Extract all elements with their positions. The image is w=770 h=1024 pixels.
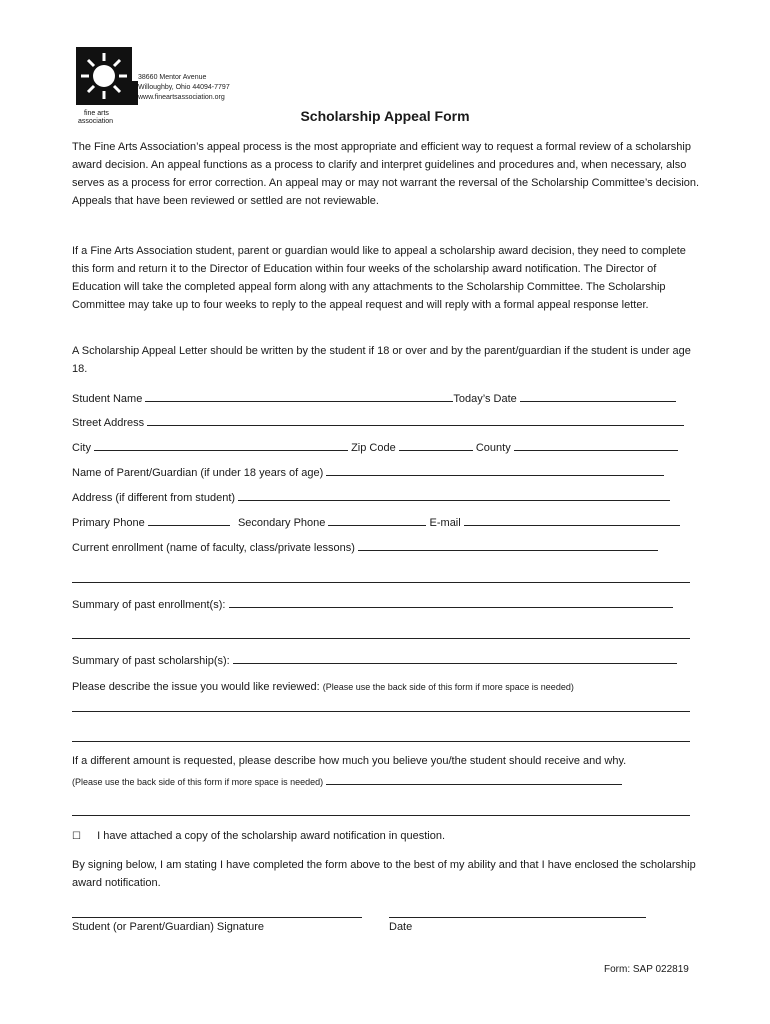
different-amount-note: (Please use the back side of this form if more space is needed) [72, 777, 324, 787]
secondary-phone-label: Secondary Phone [237, 517, 326, 529]
form-code: Form: SAP 022819 [604, 964, 689, 975]
street-address-label: Street Address [72, 417, 145, 429]
attachment-checkbox-label: I have attached a copy of the scholarship award notification in question. [97, 830, 446, 842]
current-enrollment-row [72, 539, 658, 554]
letter-requirement-paragraph: A Scholarship Appeal Letter should be written by the student if 18 or over and by the parent/guardian if the student is under age 18. [72, 345, 691, 375]
contact-row [72, 514, 680, 529]
street-address-field[interactable] [147, 414, 684, 426]
past-enrollment-line-2[interactable] [72, 638, 690, 639]
address-block [138, 73, 230, 103]
different-amount-row [72, 773, 622, 788]
date-line[interactable] [389, 917, 646, 918]
current-enrollment-field[interactable] [358, 539, 658, 551]
student-name-field[interactable] [145, 390, 453, 402]
secondary-phone-field[interactable] [328, 514, 426, 526]
email-field[interactable] [464, 514, 680, 526]
student-name-row [72, 390, 676, 405]
zip-code-label: Zip Code [351, 442, 396, 454]
alt-address-field[interactable] [238, 489, 670, 501]
signing-statement: By signing below, I am stating I have completed the form above to the best of my ability and that I have enclosed the scholarship award notification. [72, 859, 696, 889]
svg-text:association: association [78, 118, 114, 123]
address-line: Willoughby, Ohio 44094-7797 [138, 84, 230, 91]
form-title: Scholarship Appeal Form [300, 108, 470, 124]
instructions-paragraph: If a Fine Arts Association student, parent or guardian would like to appeal a scholarship award decision, they need to complete this form and return it to the Director of Education within four weeks of the scholarship award notification. The Director of Education will take the completed appeal form along with any attachments to the Scholarship Committee. The Scholarship Committee may take up to four weeks to reply to the appeal request and will reply with a formal appeal response letter. [72, 245, 686, 311]
todays-date-field[interactable] [520, 390, 676, 402]
issue-row [72, 681, 574, 693]
attachment-checkbox-row [72, 830, 445, 842]
address-line: 38660 Mentor Avenue [138, 74, 207, 81]
issue-line-1[interactable] [72, 711, 690, 712]
past-scholarship-label: Summary of past scholarship(s): [72, 655, 230, 667]
past-enrollment-field[interactable] [229, 596, 673, 608]
different-amount-label: If a different amount is requested, please describe how much you believe you/the student should receive and why. [72, 755, 627, 767]
issue-line-2[interactable] [72, 741, 690, 742]
address-line: www.fineartsassociation.org [138, 94, 225, 101]
current-enrollment-line-2[interactable] [72, 582, 690, 583]
street-address-row [72, 414, 684, 429]
primary-phone-label: Primary Phone [72, 517, 145, 529]
signature-line[interactable] [72, 917, 362, 918]
email-label: E-mail [429, 517, 461, 529]
signature-label: Student (or Parent/Guardian) Signature [72, 921, 265, 933]
primary-phone-field[interactable] [148, 514, 230, 526]
parent-name-row [72, 464, 664, 479]
past-enrollment-row [72, 596, 673, 611]
past-enrollment-label: Summary of past enrollment(s): [72, 599, 226, 611]
attachment-checkbox[interactable]: ☐ [72, 831, 81, 842]
county-field[interactable] [514, 439, 678, 451]
city-zip-county-row [72, 439, 678, 454]
current-enrollment-label: Current enrollment (name of faculty, class/private lessons) [72, 542, 355, 554]
past-scholarship-row [72, 652, 677, 667]
alt-address-label: Address (if different from student) [72, 492, 236, 504]
city-field[interactable] [94, 439, 348, 451]
svg-text:fine arts: fine arts [84, 110, 109, 117]
parent-name-field[interactable] [326, 464, 664, 476]
zip-code-field[interactable] [399, 439, 473, 451]
date-label: Date [389, 921, 413, 933]
county-label: County [475, 442, 511, 454]
issue-label: Please describe the issue you would like reviewed: [72, 681, 320, 693]
city-label: City [72, 442, 91, 454]
different-amount-line-2[interactable] [72, 815, 690, 816]
parent-name-label: Name of Parent/Guardian (if under 18 years of age) [72, 467, 324, 479]
issue-note: (Please use the back side of this form if more space is needed) [322, 682, 574, 692]
alt-address-row [72, 489, 670, 504]
todays-date-label: Today’s Date [453, 393, 517, 405]
different-amount-field[interactable] [326, 773, 622, 785]
intro-paragraph: The Fine Arts Association’s appeal process is the most appropriate and efficient way to request a formal review of a scholarship award decision. An appeal functions as a process to clarify and interpret guidelines and procedures and, when necessary, also serves as a process for error correction. An appeal may or may not warrant the reversal of the Scholarship Committee’s decision. Appeals that have been reviewed or settled are not reviewable. [72, 141, 700, 207]
past-scholarship-field[interactable] [233, 652, 677, 664]
student-name-label: Student Name [72, 393, 143, 405]
